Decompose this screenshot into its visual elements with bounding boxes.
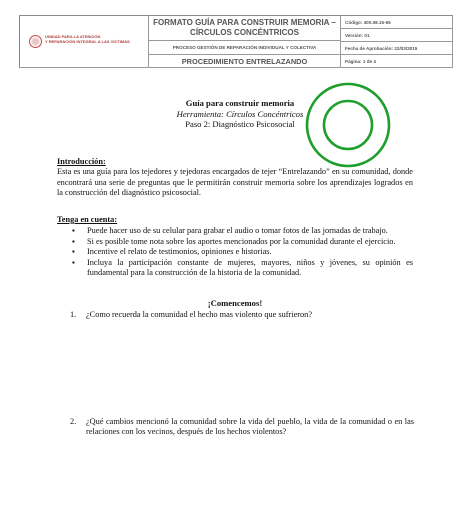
procedure-name: PROCEDIMIENTO ENTRELAZANDO <box>181 56 308 66</box>
question-text: ¿Qué cambios mencionó la comunidad sobre la vida del pueblo, la vida de la comunidad o en las relaciones con los vecinos, después de los hechos violentos? <box>86 417 414 437</box>
guide-tool <box>150 109 330 120</box>
introduction-section <box>57 157 413 199</box>
start-heading: ¡Comencemos! <box>207 298 263 308</box>
list-item: ▪ Si es posible tome nota sobre los aportes mencionados por la comunidad durante el ejercicio. <box>57 237 413 247</box>
coat-of-arms-icon <box>29 35 42 48</box>
document-version: Versión: 01 <box>345 32 370 38</box>
guide-step: Paso 2: Diagnóstico Psicosocial <box>185 119 295 129</box>
page-number-cell <box>341 55 453 68</box>
logo-cell <box>20 16 149 68</box>
question-number: 2. <box>70 417 77 426</box>
tool-label: Herramienta: <box>176 108 227 119</box>
format-title: FORMATO GUÍA PARA CONSTRUIR MEMORIA – CÍRCULOS CONCÉNTRICOS <box>153 18 336 37</box>
question-2 <box>70 417 414 438</box>
tips-section <box>57 215 413 278</box>
procedure-cell <box>149 55 341 68</box>
page-number: Página: 1 de 4 <box>345 58 376 64</box>
logo-text-line-2: Y REPARACIÓN INTEGRAL A LAS VÍCTIMAS <box>45 39 130 44</box>
version-cell <box>341 29 453 42</box>
approval-date: Fecha de Aprobación: 22/03/2015 <box>345 45 418 51</box>
inner-circle <box>324 101 372 149</box>
approval-date-cell <box>341 42 453 55</box>
question-text: ¿Como recuerda la comunidad el hecho mas violento que sufrieron? <box>86 310 313 319</box>
list-item: ▪ Incentive el relato de testimonios, opiniones e historias. <box>57 247 413 257</box>
code-cell <box>341 16 453 29</box>
guide-heading <box>150 98 330 130</box>
process-cell <box>149 41 341 55</box>
introduction-text: Esta es una guía para los tejedores y tejedoras encargados de tejer “Entrelazando” en su comunidad, donde encontrará una serie de preguntas que le permitirán construir memoria sobre los aprendizajes logrados en la construcción del diagnóstico psicosocial. <box>57 167 413 198</box>
document-code: Código: 400.08.15-65 <box>345 19 391 25</box>
tool-name: Círculos Concéntricos <box>226 108 304 119</box>
institution-logo <box>29 34 141 50</box>
list-item: ▪ Incluya la participación constante de mujeres, mayores, niños y jóvenes, su opinión es fundamental para la construcción de la historia de la comunidad. <box>57 258 413 279</box>
tips-list <box>57 226 413 278</box>
question-number: 1. <box>70 310 77 319</box>
question-1 <box>70 310 414 320</box>
process-name: PROCESO GESTIÓN DE REPARACIÓN INDIVIDUAL Y COLECTIVA <box>172 45 317 50</box>
introduction-title: Introducción: <box>57 157 106 166</box>
logo-text-line-1: UNIDAD PARA LA ATENCIÓN <box>45 34 101 39</box>
tips-title: Tenga en cuenta: <box>57 215 118 224</box>
format-title-cell <box>149 16 341 41</box>
guide-title: Guía para construir memoria <box>185 98 295 108</box>
document-header-table <box>19 15 453 68</box>
list-item: ▪ Puede hacer uso de su celular para grabar el audio o tomar fotos de las jornadas de trabajo. <box>57 226 413 236</box>
